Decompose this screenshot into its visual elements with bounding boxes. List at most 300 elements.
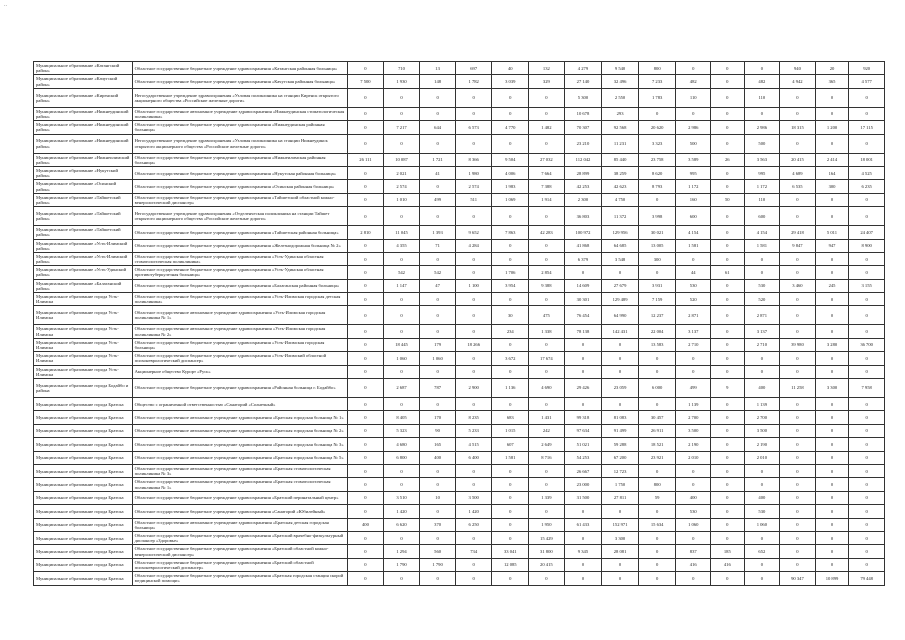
municipality-cell: Муниципальное образование города Братска [34, 438, 133, 451]
value-cell: 0 [348, 207, 384, 226]
value-cell: 0 [348, 193, 384, 206]
municipality-cell: Муниципальное образование города Усть-Илимска [34, 293, 133, 306]
organization-cell: Областное государственное бюджетное учреждение здравоохранения «Братский перинатальный центр» [132, 491, 348, 504]
value-cell: 0 [420, 505, 456, 518]
value-cell: 31 500 [564, 491, 602, 504]
value-cell: 3 155 [849, 279, 885, 292]
value-cell: 1 930 [383, 75, 420, 88]
value-cell: 27 811 [602, 491, 639, 504]
value-cell: 1 790 [420, 558, 456, 571]
value-cell: 6 400 [455, 451, 492, 464]
value-cell: 0 [348, 107, 384, 120]
municipality-cell: Муниципальное образование города Братска [34, 424, 133, 437]
value-cell: 54 253 [564, 451, 602, 464]
value-cell: 0 [492, 518, 529, 531]
value-cell: 1 914 [529, 193, 565, 206]
value-cell: 0 [348, 338, 384, 351]
value-cell: 542 [420, 266, 456, 279]
value-cell: 11 258 [780, 379, 816, 398]
value-cell: 0 [455, 325, 492, 338]
table-row [34, 293, 885, 306]
table-row [34, 88, 885, 107]
value-cell: 0 [383, 107, 420, 120]
organization-cell: Областное государственное бюджетное учреждение здравоохранения «Братский областной кожно-венерологический диспансер» [132, 545, 348, 558]
value-cell: 36 803 [564, 207, 602, 226]
value-cell: 132 [529, 62, 565, 75]
table-row [34, 207, 885, 226]
value-cell: 0 [564, 558, 602, 571]
value-cell: 0 [711, 365, 745, 378]
municipality-cell: Муниципальное образование «Качугский район» [34, 75, 133, 88]
value-cell: 152 971 [602, 518, 639, 531]
value-cell: 0 [780, 505, 816, 518]
value-cell: 0 [564, 398, 602, 411]
value-cell: 734 [455, 545, 492, 558]
value-cell: 2 871 [676, 306, 711, 325]
value-cell: 8 235 [455, 411, 492, 424]
value-cell: 6 000 [638, 379, 676, 398]
value-cell: 0 [529, 398, 565, 411]
municipality-cell: Муниципальное образование «Киренский район» [34, 88, 133, 107]
value-cell: 0 [638, 572, 676, 585]
value-cell: 4 750 [602, 193, 639, 206]
value-cell: 79 448 [849, 572, 885, 585]
value-cell: 0 [420, 478, 456, 491]
value-cell: 2 900 [455, 379, 492, 398]
value-cell: 15 429 [529, 531, 565, 544]
value-cell: 30 457 [638, 411, 676, 424]
value-cell: 0 [420, 572, 456, 585]
value-cell: 0 [383, 293, 420, 306]
value-cell: 8 793 [638, 180, 676, 193]
value-cell: 0 [420, 88, 456, 107]
value-cell: 0 [711, 505, 745, 518]
value-cell: 23 059 [602, 379, 639, 398]
value-cell: 13 583 [638, 338, 676, 351]
value-cell: 4 284 [455, 239, 492, 252]
value-cell: 0 [849, 424, 885, 437]
value-cell: 142 431 [602, 325, 639, 338]
value-cell: 0 [780, 107, 816, 120]
municipality-cell: Муниципальное образование города Братска [34, 464, 133, 477]
value-cell: 0 [711, 180, 745, 193]
value-cell: 3 460 [780, 279, 816, 292]
value-cell: 0 [638, 505, 676, 518]
value-cell: 4 279 [564, 62, 602, 75]
value-cell: 1 790 [383, 558, 420, 571]
value-cell: 1 139 [744, 398, 780, 411]
table-row [34, 438, 885, 451]
value-cell: 0 [638, 558, 676, 571]
value-cell: 0 [455, 207, 492, 226]
value-cell: 0 [383, 398, 420, 411]
value-cell: 0 [492, 505, 529, 518]
value-cell: 4 515 [455, 438, 492, 451]
value-cell: 0 [711, 572, 745, 585]
value-cell: 3 500 [455, 491, 492, 504]
table-row [34, 107, 885, 120]
municipality-cell: Муниципальное образование города Усть-Илимска [34, 338, 133, 351]
value-cell: 30 301 [564, 293, 602, 306]
value-cell: 400 [348, 518, 384, 531]
value-cell: 3 039 [492, 75, 529, 88]
organization-cell: Областное государственное бюджетное учреждение здравоохранения «Качугская районная больница» [132, 75, 348, 88]
value-cell: 0 [676, 572, 711, 585]
organization-cell: Областное государственное автономное учреждение здравоохранения «Усть-Илимская городская поликлиника № 1» [132, 306, 348, 325]
value-cell: 4 355 [383, 239, 420, 252]
value-cell: 0 [492, 398, 529, 411]
value-cell: 92 568 [602, 121, 639, 134]
table-row [34, 338, 885, 351]
value-cell: 3 137 [676, 325, 711, 338]
value-cell: 0 [348, 121, 384, 134]
value-cell: 0 [455, 352, 492, 365]
table-row [34, 491, 885, 504]
organization-cell: Областное государственное бюджетное учреждение здравоохранения «Усть-Илимский областной психоневрологический диспансер» [132, 352, 348, 365]
value-cell: 0 [529, 252, 565, 265]
value-cell: 23 000 [564, 478, 602, 491]
value-cell: 0 [348, 438, 384, 451]
organization-cell: Областное государственное автономное учреждение здравоохранения «Братская стоматологическая поликлиника № 3» [132, 464, 348, 477]
value-cell: 0 [849, 411, 885, 424]
value-cell: 940 [780, 62, 816, 75]
value-cell: 511 [455, 193, 492, 206]
value-cell: 0 [455, 88, 492, 107]
table-row [34, 266, 885, 279]
value-cell: 1 980 [455, 166, 492, 179]
value-cell: 2 854 [529, 266, 565, 279]
value-cell: 8 366 [455, 153, 492, 166]
value-cell: 0 [420, 107, 456, 120]
value-cell: 0 [348, 545, 384, 558]
value-cell: 39 980 [780, 338, 816, 351]
municipality-cell: Муниципальное образование города Братска [34, 398, 133, 411]
organization-cell: Общество с ограниченной ответственностью «Санаторий «Солнечный» [132, 398, 348, 411]
table-row [34, 239, 885, 252]
value-cell: 3 954 [492, 279, 529, 292]
value-cell: 0 [348, 478, 384, 491]
value-cell: 2 986 [744, 121, 780, 134]
table-row [34, 518, 885, 531]
value-cell: 2 649 [529, 438, 565, 451]
value-cell: 607 [492, 438, 529, 451]
value-cell: 520 [744, 293, 780, 306]
value-cell: 0 [711, 166, 745, 179]
value-cell: 1 420 [383, 505, 420, 518]
value-cell: 3 589 [676, 153, 711, 166]
value-cell: 0 [849, 558, 885, 571]
value-cell: 0 [849, 451, 885, 464]
value-cell: 995 [744, 166, 780, 179]
value-cell: 0 [383, 207, 420, 226]
value-cell: 81 083 [602, 411, 639, 424]
value-cell: 76 454 [564, 306, 602, 325]
value-cell: 0 [455, 531, 492, 544]
organization-cell: Областное государственное автономное учреждение здравоохранения «Братская городская больница № 5» [132, 451, 348, 464]
value-cell: 0 [455, 266, 492, 279]
organization-cell: Областное государственное автономное учреждение здравоохранения «Нижнеудинская стоматологическая поликлиника» [132, 107, 348, 120]
value-cell: 500 [744, 134, 780, 153]
municipality-cell: Муниципальное образование «Осинский район» [34, 180, 133, 193]
value-cell: 0 [348, 558, 384, 571]
value-cell: 0 [602, 398, 639, 411]
value-cell: 0 [711, 62, 745, 75]
value-cell: 0 [849, 464, 885, 477]
value-cell: 129 489 [602, 293, 639, 306]
value-cell: 1 338 [529, 325, 565, 338]
value-cell: 18 315 [780, 121, 816, 134]
value-cell: 0 [711, 239, 745, 252]
value-cell: 0 [455, 306, 492, 325]
value-cell: 15 634 [638, 518, 676, 531]
organization-cell: Областное государственное автономное учреждение здравоохранения «Усть-Илимская городская поликлиника № 2» [132, 325, 348, 338]
value-cell: 10 [420, 491, 456, 504]
value-cell: 0 [815, 505, 849, 518]
organization-cell: Областное государственное бюджетное учреждение здравоохранения «Санаторий «Юбилейный» [132, 505, 348, 518]
value-cell: 0 [638, 464, 676, 477]
value-cell: 6 535 [780, 180, 816, 193]
value-cell: 0 [711, 107, 745, 120]
value-cell: 1 420 [455, 505, 492, 518]
value-cell: 23 921 [638, 451, 676, 464]
municipality-cell: Муниципальное образование «Нукутский район» [34, 166, 133, 179]
value-cell: 51 021 [564, 438, 602, 451]
value-cell: 0 [638, 545, 676, 558]
value-cell: 20 620 [638, 121, 676, 134]
value-cell: 1 015 [492, 424, 529, 437]
value-cell: 0 [815, 88, 849, 107]
value-cell: 560 [420, 545, 456, 558]
value-cell: 0 [529, 293, 565, 306]
value-cell: 0 [711, 252, 745, 265]
value-cell: 0 [420, 325, 456, 338]
municipality-cell: Муниципальное образование города Усть-Илимска [34, 365, 133, 378]
municipality-cell: Муниципальное образование города Братска [34, 518, 133, 531]
value-cell: 0 [780, 491, 816, 504]
value-cell: 7 958 [849, 379, 885, 398]
value-cell: 30 021 [638, 226, 676, 239]
value-cell: 0 [849, 478, 885, 491]
organization-cell: Областное государственное бюджетное учреждение здравоохранения «Усть-Удинская областная стоматологическая поликлиника» [132, 252, 348, 265]
value-cell: 0 [638, 193, 676, 206]
value-cell: 0 [602, 352, 639, 365]
municipality-cell: Муниципальное образование «Балаганский район» [34, 279, 133, 292]
value-cell: 920 [849, 62, 885, 75]
value-cell: 0 [780, 451, 816, 464]
value-cell: 0 [602, 558, 639, 571]
municipality-cell: Муниципальное образование города Братска [34, 411, 133, 424]
value-cell: 2 190 [676, 438, 711, 451]
value-cell: 710 [383, 62, 420, 75]
value-cell: 0 [420, 531, 456, 544]
table-row [34, 365, 885, 378]
value-cell: 61 [711, 266, 745, 279]
value-cell: 0 [780, 424, 816, 437]
value-cell: 0 [348, 252, 384, 265]
value-cell: 0 [383, 134, 420, 153]
value-cell: 4 006 [492, 166, 529, 179]
value-cell: 1 431 [529, 411, 565, 424]
organization-cell: Областное государственное бюджетное учреждение здравоохранения «Нижнеудинская районная больница» [132, 121, 348, 134]
value-cell: 17 674 [529, 352, 565, 365]
value-cell: 0 [348, 451, 384, 464]
value-cell: 90 347 [780, 572, 816, 585]
table-row [34, 279, 885, 292]
value-cell: 0 [744, 62, 780, 75]
value-cell: 530 [676, 505, 711, 518]
value-cell: 0 [711, 424, 745, 437]
value-cell: 0 [348, 62, 384, 75]
municipality-cell: Муниципальное образование «Нижнеилимский район» [34, 153, 133, 166]
organization-cell: Негосударственное учреждение здравоохранения «Узловая поликлиника на станции Киренск открытого акционерного общества «Российские железные дороги» [132, 88, 348, 107]
organization-cell: Областное государственное бюджетное учреждение здравоохранения «Усть-Удинская областная противотуберкулезная больница» [132, 266, 348, 279]
value-cell: 3 323 [638, 134, 676, 153]
value-cell: 3 510 [383, 491, 420, 504]
value-cell: 0 [711, 338, 745, 351]
value-cell: 112 042 [564, 153, 602, 166]
value-cell: 12 237 [638, 306, 676, 325]
organization-cell: Областное государственное бюджетное учреждение здравоохранения «Нижнеилимская районная больница» [132, 153, 348, 166]
value-cell: 0 [849, 545, 885, 558]
value-cell: 26 911 [638, 424, 676, 437]
value-cell: 0 [815, 365, 849, 378]
municipality-cell: Муниципальное образование города Братска [34, 505, 133, 518]
value-cell: 0 [815, 558, 849, 571]
table-row [34, 352, 885, 365]
value-cell: 1 339 [529, 491, 565, 504]
value-cell: 0 [492, 88, 529, 107]
value-cell: 0 [492, 491, 529, 504]
value-cell: 242 [529, 424, 565, 437]
value-cell: 2 574 [383, 180, 420, 193]
municipality-cell: Муниципальное образование города Братска [34, 451, 133, 464]
value-cell: 0 [676, 62, 711, 75]
value-cell: 0 [676, 107, 711, 120]
value-cell: 42 253 [564, 180, 602, 193]
table-row [34, 451, 885, 464]
value-cell: 7 217 [383, 121, 420, 134]
value-cell: 2 550 [602, 88, 639, 107]
value-cell: 9 388 [529, 279, 565, 292]
value-cell: 3 300 [815, 379, 849, 398]
value-cell: 1 060 [420, 352, 456, 365]
value-cell: 2 687 [383, 379, 420, 398]
value-cell: 365 [815, 75, 849, 88]
value-cell: 0 [420, 180, 456, 193]
value-cell: 683 [492, 411, 529, 424]
organization-cell: Областное государственное бюджетное учреждение здравоохранения «Катангская районная больница» [132, 62, 348, 75]
table-row [34, 464, 885, 477]
value-cell: 0 [711, 293, 745, 306]
value-cell: 13 005 [638, 239, 676, 252]
value-cell: 2 710 [744, 338, 780, 351]
value-cell: 3 998 [638, 207, 676, 226]
value-cell: 7 664 [529, 166, 565, 179]
value-cell: 67 200 [602, 451, 639, 464]
table-row [34, 424, 885, 437]
value-cell: 0 [383, 478, 420, 491]
municipality-cell: Муниципальное образование города Братска [34, 572, 133, 585]
value-cell: 0 [383, 572, 420, 585]
table-row [34, 531, 885, 544]
value-cell: 0 [849, 252, 885, 265]
value-cell: 0 [492, 134, 529, 153]
value-cell: 3 500 [744, 424, 780, 437]
value-cell: 0 [529, 107, 565, 120]
municipality-cell: Муниципальное образование города Братска [34, 491, 133, 504]
value-cell: 0 [849, 518, 885, 531]
value-cell: 1 172 [676, 180, 711, 193]
value-cell: 234 [492, 325, 529, 338]
value-cell: 530 [744, 505, 780, 518]
value-cell: 10 087 [383, 153, 420, 166]
value-cell: 1 782 [455, 75, 492, 88]
value-cell: 31 800 [529, 545, 565, 558]
value-cell: 64 685 [602, 239, 639, 252]
value-cell: 0 [602, 266, 639, 279]
table-row [34, 325, 885, 338]
value-cell: 7 500 [348, 75, 384, 88]
organization-cell: Областное государственное бюджетное учреждение здравоохранения «Братская городская станция скорой медицинской помощи» [132, 572, 348, 585]
value-cell: 0 [711, 352, 745, 365]
value-cell: 0 [815, 107, 849, 120]
value-cell: 0 [348, 505, 384, 518]
value-cell: 6 573 [455, 121, 492, 134]
value-cell: 22 004 [638, 325, 676, 338]
municipality-cell: Муниципальное образование «Тайшетский район» [34, 193, 133, 206]
value-cell: 0 [780, 352, 816, 365]
value-cell: 3 548 [602, 252, 639, 265]
value-cell: 0 [711, 451, 745, 464]
value-cell: 0 [564, 531, 602, 544]
value-cell: 18 001 [849, 153, 885, 166]
value-cell: 164 [815, 166, 849, 179]
value-cell: 0 [492, 252, 529, 265]
value-cell: 1 060 [744, 518, 780, 531]
municipality-cell: Муниципальное образование «Нижнеудинский район» [34, 121, 133, 134]
value-cell: 0 [711, 518, 745, 531]
table-row [34, 545, 885, 558]
value-cell: 4 680 [383, 438, 420, 451]
value-cell: 400 [744, 491, 780, 504]
organization-cell: Областное государственное автономное учреждение здравоохранения «Братская городская больница № 3» [132, 438, 348, 451]
value-cell: 0 [492, 293, 529, 306]
value-cell: 0 [780, 207, 816, 226]
value-cell: 0 [711, 531, 745, 544]
municipality-cell: Муниципальное образование города Братска [34, 531, 133, 544]
value-cell: 11 372 [602, 207, 639, 226]
value-cell: 1 706 [492, 266, 529, 279]
value-cell: 23 210 [564, 134, 602, 153]
value-cell: 0 [815, 438, 849, 451]
value-cell: 33 041 [492, 545, 529, 558]
table-row [34, 180, 885, 193]
value-cell: 18 445 [383, 338, 420, 351]
value-cell: 0 [849, 491, 885, 504]
value-cell: 0 [564, 572, 602, 585]
value-cell: 44 [676, 266, 711, 279]
value-cell: 2 700 [744, 411, 780, 424]
value-cell: 110 [676, 88, 711, 107]
value-cell: 3 500 [676, 424, 711, 437]
value-cell: 2 710 [676, 338, 711, 351]
value-cell: 0 [744, 365, 780, 378]
value-cell: 185 [711, 545, 745, 558]
value-cell: 9 540 [602, 62, 639, 75]
value-cell: 1 139 [676, 398, 711, 411]
value-cell: 0 [815, 352, 849, 365]
organization-cell: Областное государственное автономное учреждение здравоохранения «Братская городская больница № 1» [132, 411, 348, 424]
